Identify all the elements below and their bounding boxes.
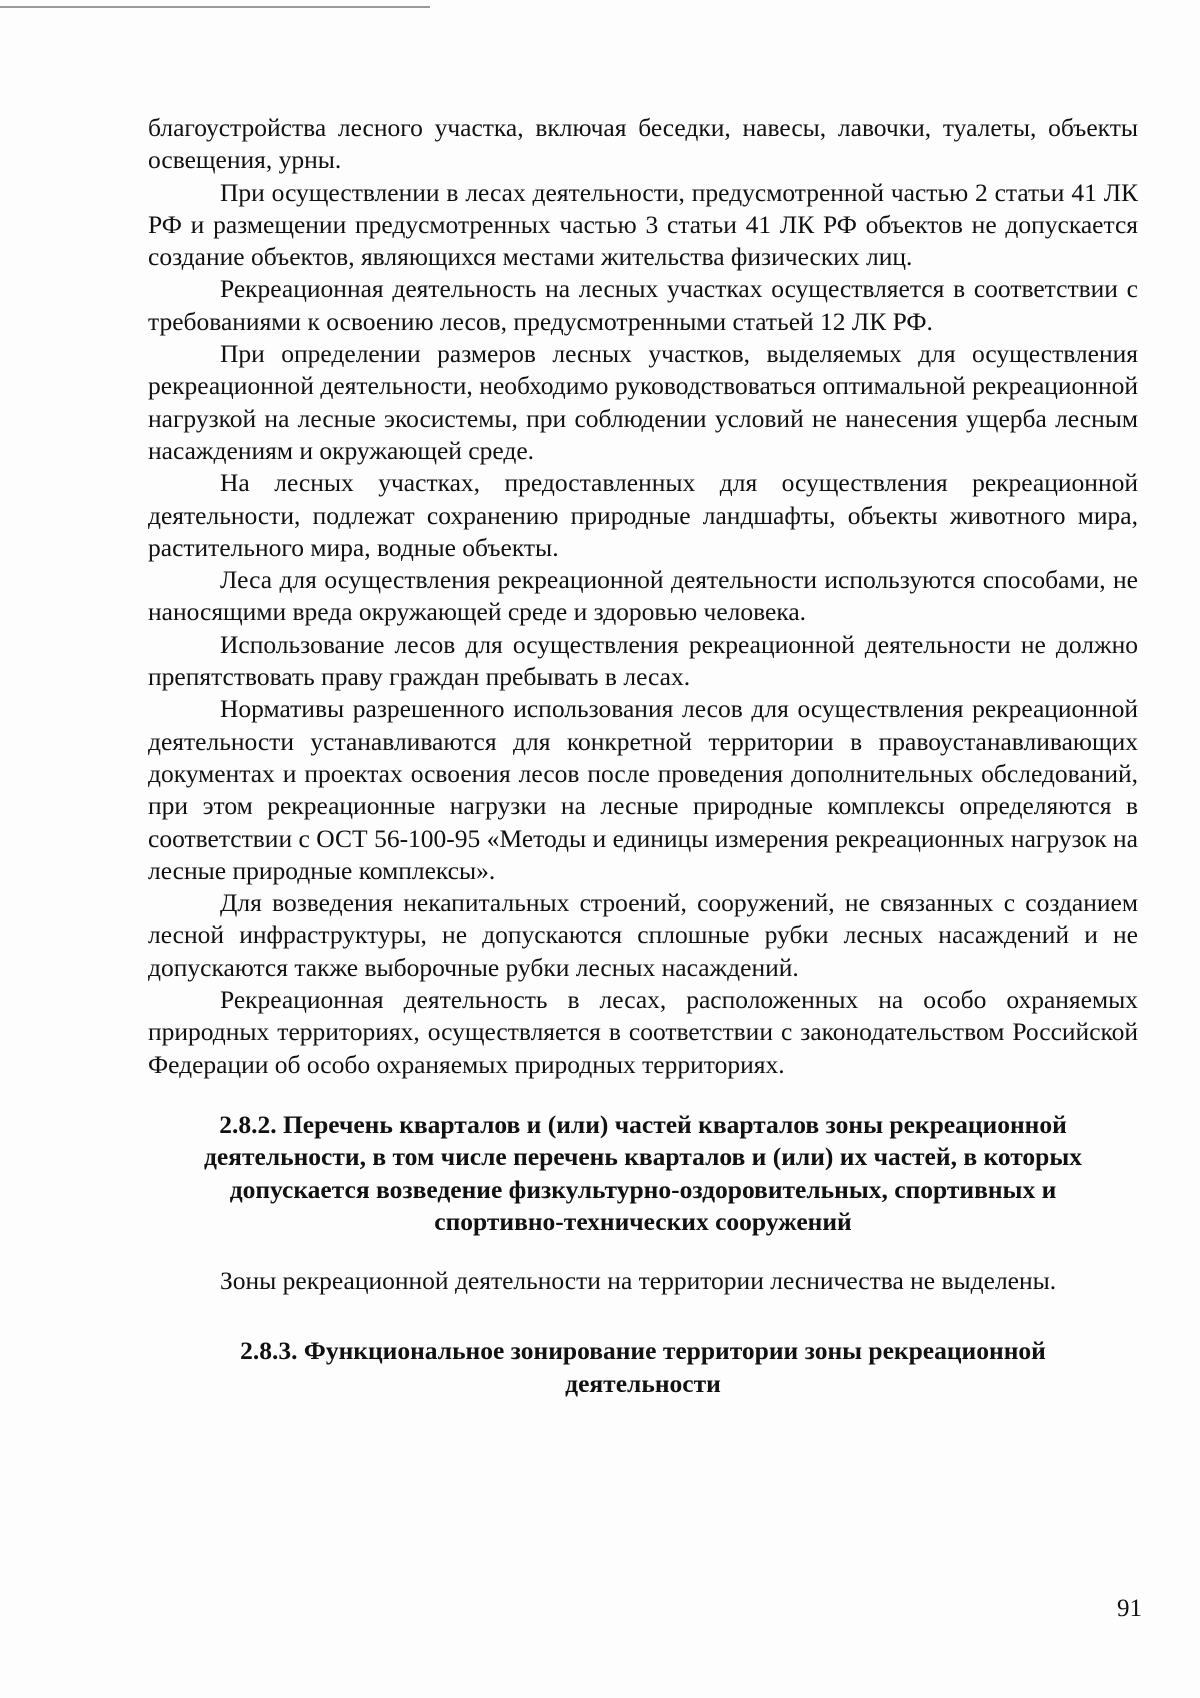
paragraph-continuation: благоустройства лесного участка, включая беседки, навесы, лавочки, туалеты, объекты освещения, урны.	[148, 113, 1138, 175]
paragraph: Леса для осуществления рекреационной деятельности используются способами, не наносящими вреда окружающей среде и здоровью человека.	[148, 565, 1138, 627]
paragraph: Рекреационная деятельность на лесных участках осуществляется в соответствии с требованиями к освоению лесов, предусмотренными статьей 12 ЛК РФ.	[148, 274, 1138, 336]
section-heading-2-8-2: 2.8.2. Перечень кварталов и (или) частей кварталов зоны рекреационной деятельности, в том числе перечень кварталов и (или) их частей, в которых допускается возведение физкультурно-оздоровительных, спортивных и спортивно-технических сооружений	[203, 1109, 1083, 1237]
section-2-8-2-text: Зоны рекреационной деятельности на территории лесничества не выделены.	[220, 1265, 1057, 1295]
paragraph: Использование лесов для осуществления рекреационной деятельности не должно препятствовать праву граждан пребывать в лесах.	[148, 629, 1138, 692]
section-heading-2-8-3: 2.8.3. Функциональное зонирование территории зоны рекреационной деятельности	[240, 1336, 1046, 1398]
paragraph: При осуществлении в лесах деятельности, предусмотренной частью 2 статьи 41 ЛК РФ и размещении предусмотренных частью 3 статьи 41 ЛК РФ объектов не допускается создание объектов, являющихся местами жительства физических лиц.	[148, 177, 1138, 272]
page-number: 91	[1117, 1595, 1142, 1622]
paragraph: На лесных участках, предоставленных для осуществления рекреационной деятельности, подлежат сохранению природные ландшафты, объекты животного мира, растительного мира, водные объекты.	[148, 468, 1138, 562]
scan-border-line	[0, 6, 430, 8]
paragraph: При определении размеров лесных участков, выделяемых для осуществления рекреационной деятельности, необходимо руководствоваться оптимальной рекреационной нагрузкой на лесные экосистемы, при соблюдении условий не нанесения ущерба лесным насаждениям и окружающей среде.	[148, 339, 1138, 465]
paragraph: Нормативы разрешенного использования лесов для осуществления рекреационной деятельности устанавливаются для конкретной территории в правоустанавливающих документах и проектах освоения лесов после проведения дополнительных обследований, при этом рекреационные нагрузки на лесные природные комплексы определяются в соответствии с ОСТ 56-100-95 «Методы и единицы измерения рекреационных нагрузок на лесные природные комплексы».	[148, 694, 1138, 885]
page-content	[148, 112, 1138, 1426]
paragraph: Для возведения некапитальных строений, сооружений, не связанных с созданием лесной инфраструктуры, не допускаются сплошные рубки лесных насаждений и не допускаются также выборочные рубки лесных насаждений.	[148, 888, 1138, 982]
paragraph: Рекреационная деятельность в лесах, расположенных на особо охраняемых природных территориях, осуществляется в соответствии с законодательством Российской Федерации об особо охраняемых природных территориях.	[148, 985, 1138, 1079]
